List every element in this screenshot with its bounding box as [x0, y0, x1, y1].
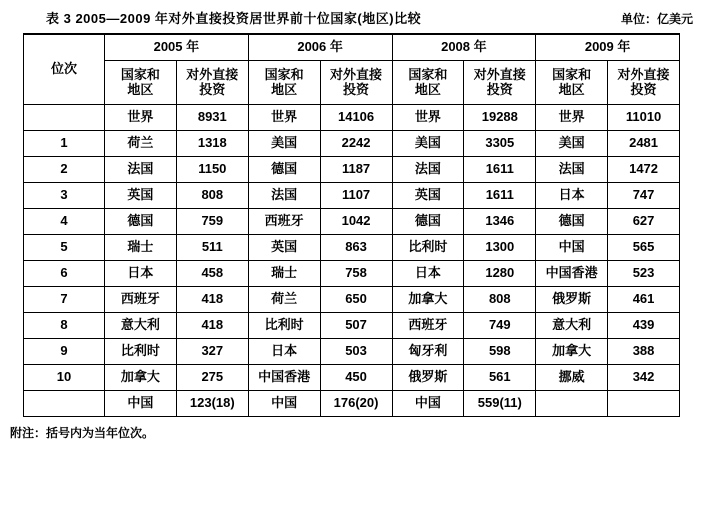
header-country-line2: 地区 — [558, 81, 585, 97]
cell-country: 瑞士 — [105, 235, 177, 261]
cell-value: 503 — [320, 339, 392, 365]
cell-country: 日本 — [536, 183, 608, 209]
cell-country: 世界 — [248, 105, 320, 131]
cell-value: 439 — [608, 313, 680, 339]
cell-country: 法国 — [536, 157, 608, 183]
cell-rank — [24, 105, 105, 131]
header-value-2008 — [464, 61, 536, 105]
table-header — [24, 34, 680, 105]
cell-value: 559(11) — [464, 391, 536, 417]
cell-value: 523 — [608, 261, 680, 287]
cell-country: 美国 — [392, 131, 464, 157]
cell-country: 法国 — [248, 183, 320, 209]
cell-country: 加拿大 — [536, 339, 608, 365]
cell-rank: 3 — [24, 183, 105, 209]
cell-value: 3305 — [464, 131, 536, 157]
cell-value: 14106 — [320, 105, 392, 131]
header-row-subcolumns — [24, 61, 680, 105]
table-row — [24, 365, 680, 391]
header-value-line1: 对外直接 — [186, 66, 239, 82]
cell-country: 世界 — [392, 105, 464, 131]
cell-value: 808 — [464, 287, 536, 313]
table-row — [24, 235, 680, 261]
header-country-line1: 国家和 — [408, 66, 448, 82]
cell-value: 275 — [176, 365, 248, 391]
cell-value: 458 — [176, 261, 248, 287]
cell-country: 中国 — [536, 235, 608, 261]
header-value-line1: 对外直接 — [617, 66, 670, 82]
cell-country: 挪威 — [536, 365, 608, 391]
cell-value: 8931 — [176, 105, 248, 131]
cell-rank: 5 — [24, 235, 105, 261]
cell-value: 1472 — [608, 157, 680, 183]
header-value-2009 — [608, 61, 680, 105]
table-row — [24, 287, 680, 313]
cell-value: 327 — [176, 339, 248, 365]
cell-value: 461 — [608, 287, 680, 313]
cell-value: 1042 — [320, 209, 392, 235]
cell-value: 388 — [608, 339, 680, 365]
header-value-2005 — [176, 61, 248, 105]
cell-country: 俄罗斯 — [392, 365, 464, 391]
cell-value: 418 — [176, 313, 248, 339]
cell-rank: 8 — [24, 313, 105, 339]
cell-value: 1300 — [464, 235, 536, 261]
cell-value: 19288 — [464, 105, 536, 131]
cell-value: 1611 — [464, 157, 536, 183]
cell-value: 1611 — [464, 183, 536, 209]
header-year-2009: 2009 年 — [536, 34, 680, 61]
cell-country: 美国 — [248, 131, 320, 157]
cell-value: 507 — [320, 313, 392, 339]
table-row — [24, 339, 680, 365]
cell-value: 1346 — [464, 209, 536, 235]
cell-country: 加拿大 — [392, 287, 464, 313]
header-value-line2: 投资 — [199, 81, 226, 97]
cell-value: 2242 — [320, 131, 392, 157]
cell-rank: 9 — [24, 339, 105, 365]
cell-country: 日本 — [392, 261, 464, 287]
comparison-table — [23, 33, 680, 417]
cell-country: 比利时 — [248, 313, 320, 339]
cell-country: 荷兰 — [105, 131, 177, 157]
table-footnote: 附注：括号内为当年位次。 — [10, 426, 155, 440]
cell-value: 176(20) — [320, 391, 392, 417]
cell-country: 比利时 — [105, 339, 177, 365]
cell-country: 西班牙 — [105, 287, 177, 313]
table-row — [24, 131, 680, 157]
cell-country: 德国 — [536, 209, 608, 235]
header-country-line2: 地区 — [271, 81, 298, 97]
cell-value: 11010 — [608, 105, 680, 131]
header-rank: 位次 — [24, 34, 105, 105]
table-row — [24, 313, 680, 339]
cell-value: 1187 — [320, 157, 392, 183]
header-value-line1: 对外直接 — [330, 66, 383, 82]
cell-value: 1280 — [464, 261, 536, 287]
cell-country: 加拿大 — [105, 365, 177, 391]
cell-country: 世界 — [105, 105, 177, 131]
header-value-line2: 投资 — [630, 81, 657, 97]
header-country-line2: 地区 — [414, 81, 441, 97]
cell-country: 匈牙利 — [392, 339, 464, 365]
cell-value: 747 — [608, 183, 680, 209]
cell-country: 中国 — [392, 391, 464, 417]
cell-country: 德国 — [248, 157, 320, 183]
header-year-2008: 2008 年 — [392, 34, 536, 61]
cell-rank: 7 — [24, 287, 105, 313]
table-row — [24, 261, 680, 287]
header-country-line2: 地区 — [127, 81, 154, 97]
cell-value: 598 — [464, 339, 536, 365]
cell-country: 比利时 — [392, 235, 464, 261]
cell-country: 法国 — [392, 157, 464, 183]
table-row — [24, 209, 680, 235]
cell-value: 808 — [176, 183, 248, 209]
header-value-2006 — [320, 61, 392, 105]
cell-country: 德国 — [105, 209, 177, 235]
cell-value: 511 — [176, 235, 248, 261]
cell-value — [608, 391, 680, 417]
cell-value: 759 — [176, 209, 248, 235]
cell-rank — [24, 391, 105, 417]
cell-value: 450 — [320, 365, 392, 391]
table-body — [24, 105, 680, 417]
cell-country: 俄罗斯 — [536, 287, 608, 313]
cell-value: 2481 — [608, 131, 680, 157]
header-country-line1: 国家和 — [264, 66, 304, 82]
cell-value: 1107 — [320, 183, 392, 209]
table-row — [24, 105, 680, 131]
table-title-row — [8, 8, 695, 33]
cell-value: 627 — [608, 209, 680, 235]
header-value-line2: 投资 — [343, 81, 370, 97]
page-title: 表 3 2005—2009 年对外直接投资居世界前十位国家(地区)比较 — [46, 11, 422, 26]
cell-country: 西班牙 — [392, 313, 464, 339]
cell-country: 世界 — [536, 105, 608, 131]
cell-value: 758 — [320, 261, 392, 287]
header-country-2005 — [105, 61, 177, 105]
cell-country: 英国 — [392, 183, 464, 209]
cell-rank: 10 — [24, 365, 105, 391]
cell-value: 650 — [320, 287, 392, 313]
cell-rank: 4 — [24, 209, 105, 235]
cell-value: 561 — [464, 365, 536, 391]
cell-country: 法国 — [105, 157, 177, 183]
cell-country: 意大利 — [536, 313, 608, 339]
cell-country: 德国 — [392, 209, 464, 235]
cell-value: 749 — [464, 313, 536, 339]
cell-country — [536, 391, 608, 417]
header-row-years — [24, 34, 680, 61]
table-row — [24, 157, 680, 183]
cell-value: 418 — [176, 287, 248, 313]
header-value-line2: 投资 — [486, 81, 513, 97]
cell-value: 863 — [320, 235, 392, 261]
table-row — [24, 183, 680, 209]
header-country-line1: 国家和 — [552, 66, 592, 82]
unit-label: 单位：亿美元 — [620, 12, 693, 26]
cell-rank: 6 — [24, 261, 105, 287]
cell-rank: 1 — [24, 131, 105, 157]
header-country-line1: 国家和 — [120, 66, 160, 82]
cell-country: 中国 — [248, 391, 320, 417]
cell-country: 瑞士 — [248, 261, 320, 287]
cell-rank: 2 — [24, 157, 105, 183]
header-year-2006: 2006 年 — [248, 34, 392, 61]
cell-value: 1318 — [176, 131, 248, 157]
cell-country: 日本 — [105, 261, 177, 287]
cell-country: 日本 — [248, 339, 320, 365]
table-row — [24, 391, 680, 417]
cell-country: 荷兰 — [248, 287, 320, 313]
header-country-2009 — [536, 61, 608, 105]
header-value-line1: 对外直接 — [473, 66, 526, 82]
cell-country: 中国 — [105, 391, 177, 417]
header-year-2005: 2005 年 — [105, 34, 249, 61]
cell-country: 意大利 — [105, 313, 177, 339]
cell-value: 1150 — [176, 157, 248, 183]
header-country-2008 — [392, 61, 464, 105]
cell-value: 342 — [608, 365, 680, 391]
cell-country: 中国香港 — [536, 261, 608, 287]
cell-country: 中国香港 — [248, 365, 320, 391]
cell-value: 565 — [608, 235, 680, 261]
cell-country: 英国 — [248, 235, 320, 261]
header-country-2006 — [248, 61, 320, 105]
cell-country: 西班牙 — [248, 209, 320, 235]
cell-country: 英国 — [105, 183, 177, 209]
cell-value: 123(18) — [176, 391, 248, 417]
cell-country: 美国 — [536, 131, 608, 157]
